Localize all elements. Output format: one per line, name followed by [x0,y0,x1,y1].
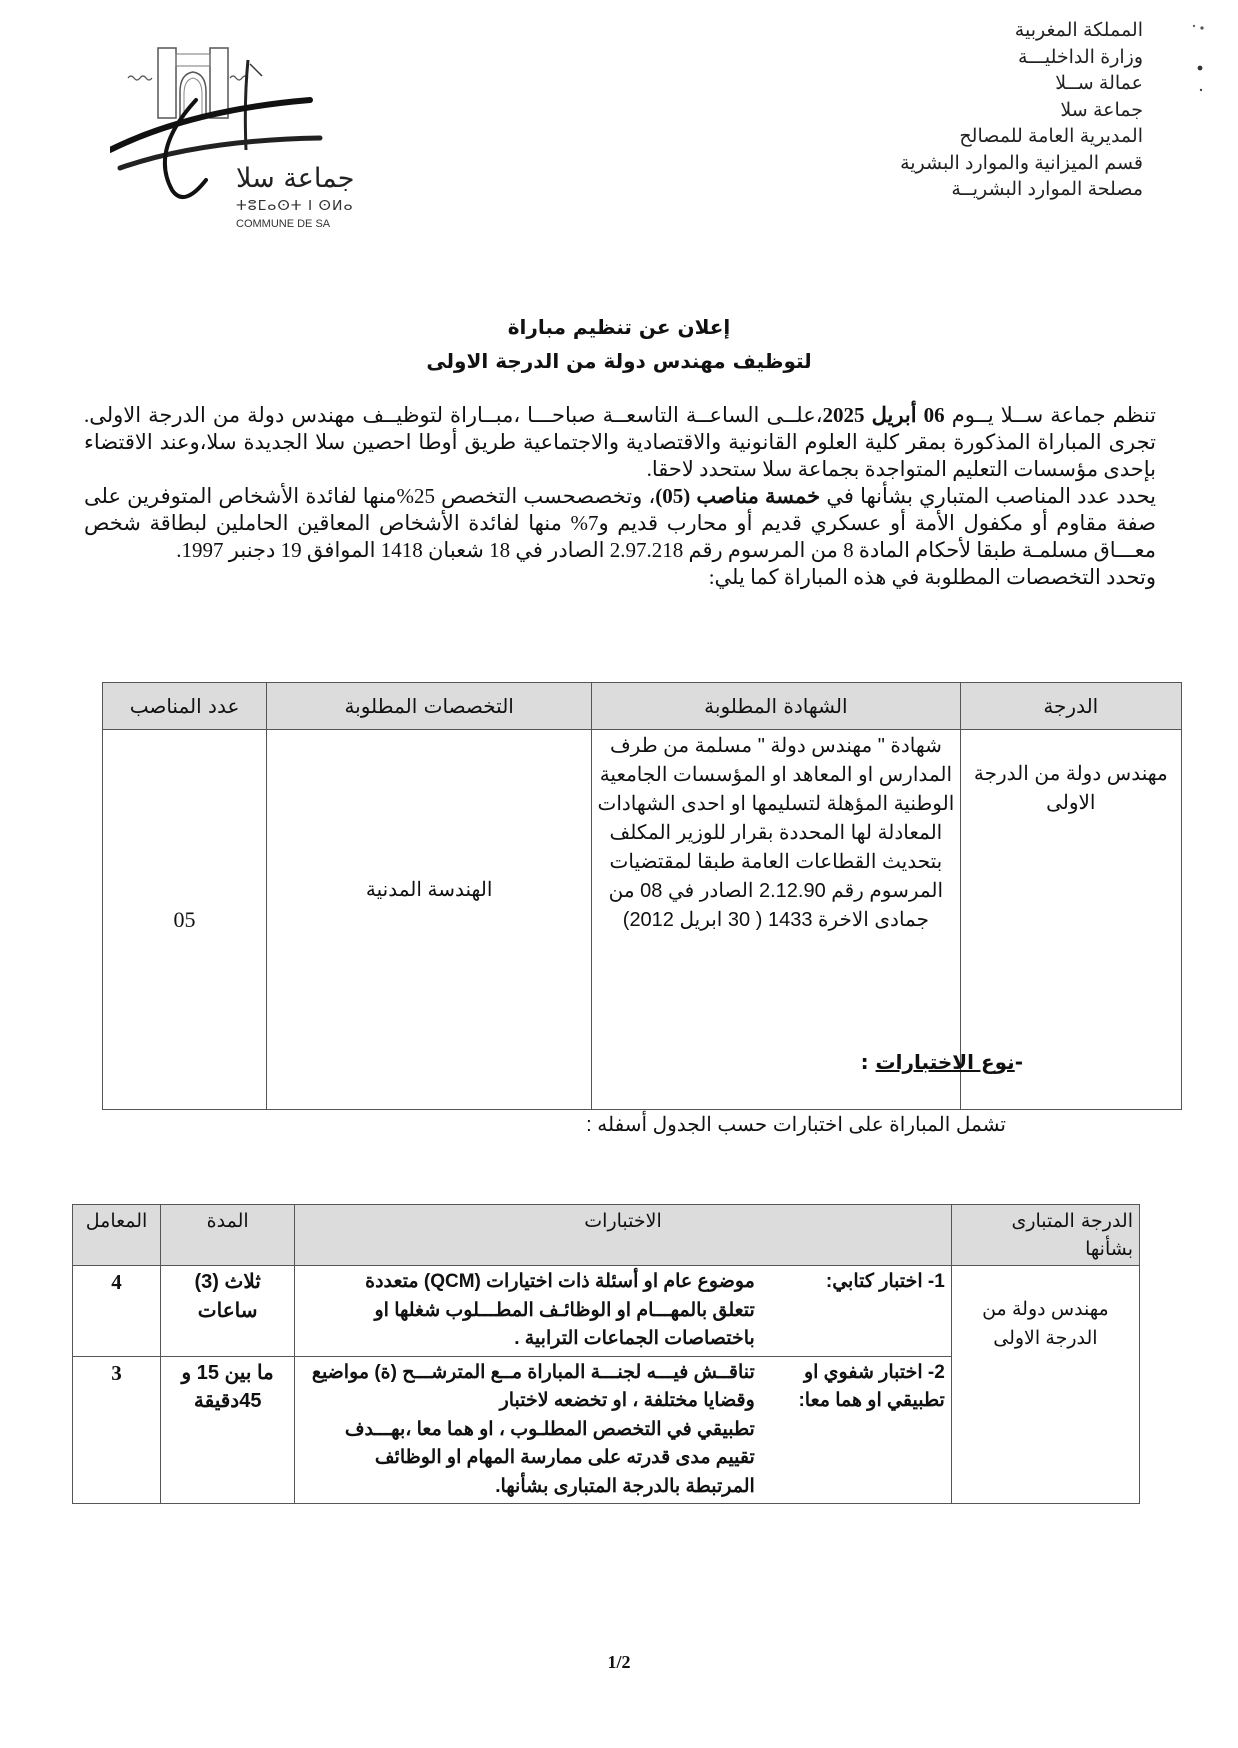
test-label: 1- اختبار كتابي: [825,1271,945,1292]
logo-caption [236,162,360,232]
column-header-specialty: التخصصات المطلوبة [267,683,592,730]
column-header-coefficient: المعامل [73,1205,161,1266]
heading-dash: - [1014,1050,1023,1074]
column-header-count: عدد المناصب [103,683,267,730]
column-header-grade: الدرجة [960,683,1181,730]
tests-heading [861,1050,1023,1074]
table-row [73,1266,1140,1357]
scan-specks [1188,20,1218,100]
table-header-row [73,1205,1140,1266]
tests-intro: تشمل المباراة على اختبارات حسب الجدول أسفله : [586,1114,1006,1136]
document-title: إعلان عن تنظيم مباراة [507,315,731,339]
test-description: تناقــش فيـــه لجنـــة المباراة مــع المترشـــح (ة) مواضيع وقضايا مختلفة ، او تخضعه لاختبار [311,1361,755,1411]
exam-date: 06 أبريل 2025 [822,403,945,427]
letterhead-line: قسم الميزانية والموارد البشرية [900,152,1143,174]
announcement-paragraph [84,402,1156,483]
cell-test [295,1266,952,1357]
cell-duration: ثلاث (3) ساعات [161,1266,295,1357]
letterhead-line: جماعة سلا [1060,99,1143,121]
test-description: تطبيقي في التخصص المطلـوب ، او هما معا ،بهـــدف تقييم مدى قدرته على ممارسة المهام او الوظائف المرتبطة بالدرجة المتبارى بشأنها. [344,1418,755,1497]
letterhead-line: المديرية العامة للمصالح [959,126,1143,147]
commune-logo [110,40,360,240]
letterhead-line: مصلحة الموارد البشريــة [951,179,1143,200]
paragraph-closing: وتحدد التخصصات المطلوبة في هذه المباراة كما يلي: [708,565,1156,589]
cell-grade: مهندس دولة من الدرجة الاولى [960,730,1181,1110]
test-description: تتعلق بالمهـــام او الوظائـف المطـــلوب شغلها او باختصاصات الجماعات الترابية . [374,1299,755,1349]
paragraph-text: ،علــى الساعــة التاسعــة صباحـــا ،مبــاراة لتوظيــف مهندس دولة من الدرجة الاولى. تجرى المباراة المذكورة بمقر كلية العلوم القانونية والاقتصادية والاجتماعية طريق أوطا احصين سلا الجديدة سلا،وعند الاقتضاء بإحدى مؤسسات التعليم المتواجدة بجماعة سلا ستحدد لاحقا. [84,403,1156,481]
logo-arabic-text: جماعة سلا [236,163,355,194]
cell-certificate: شهادة " مهندس دولة " مسلمة من طرف المدارس او المعاهد او المؤسسات الجامعية الوطنية المؤهلة لتسليمها او احدى الشهادات المعادلة لها المحددة بقرار للوزير المكلف بتحديث القطاعات العامة طبقا لمقتضيات المرسوم رقم 2.12.90 الصادر في 08 من جمادى الاخرة 1433 ( 30 ابريل 2012) [592,730,960,1110]
tests-table [72,1204,1140,1504]
letterhead-line: المملكة المغربية [1014,20,1143,41]
logo-latin-text: COMMUNE DE SA [236,218,331,230]
paragraph-text: ، وتخصصحسب التخصص 25%منها لفائدة الأشخاص المتوفرين على صفة مقاوم أو مكفول الأمة أو عسكري قديم أو محارب قديم و7% منها لفائدة الأشخاص المعاقين الحاملين لبطاقة شخص معـــاق مسلمـة طبقا لأحكام المادة 8 من المرسوم رقم 2.97.218 الصادر في 18 شعبان 1418 الموافق 19 دجنبر 1997. [84,484,1156,562]
document-subtitle: لتوظيف مهندس دولة من الدرجة الاولى [426,349,812,373]
paragraph-text: تنظم جماعة ســلا يــوم [944,403,1157,427]
letterhead-line: عمالة ســلا [1055,73,1143,94]
cell-grade: مهندس دولة من الدرجة الاولى [951,1266,1139,1504]
cell-coefficient: 4 [73,1266,161,1357]
cell-count: 05 [103,730,267,1110]
test-description: موضوع عام او أسئلة ذات اختيارات (QCM) متعددة [365,1271,755,1292]
paragraph-text: يحدد عدد المناصب المتباري بشأنها في [820,484,1156,508]
column-header-duration: المدة [161,1205,295,1266]
table-header-row [103,683,1182,730]
cell-specialty: الهندسة المدنية [267,730,592,1110]
column-header-grade: الدرجة المتبارى بشأنها [951,1205,1139,1266]
cell-duration: ما بين 15 و 45دقيقة [161,1356,295,1504]
cell-coefficient: 3 [73,1356,161,1504]
letterhead [723,18,1143,204]
heading-text: نوع الاختبارات [875,1050,1015,1074]
logo-tifinagh-text: ⵜⵓⵎⴰⵙⵜ ⵏ ⵙⵍⴰ [236,198,354,214]
positions-paragraph [84,483,1156,591]
heading-colon: : [860,1050,876,1074]
page-number: 1/2 [607,1652,631,1672]
column-header-certificate: الشهادة المطلوبة [592,683,960,730]
test-label: 2- اختبار شفوي او تطبيقي او هما معا: [798,1361,945,1411]
positions-count: خمسة مناصب (05) [655,484,821,508]
letterhead-line: وزارة الداخليـــة [1017,46,1143,68]
cell-test [295,1356,952,1504]
body-text [84,402,1156,591]
specialties-table [102,682,1182,1110]
column-header-tests: الاختبارات [295,1205,952,1266]
